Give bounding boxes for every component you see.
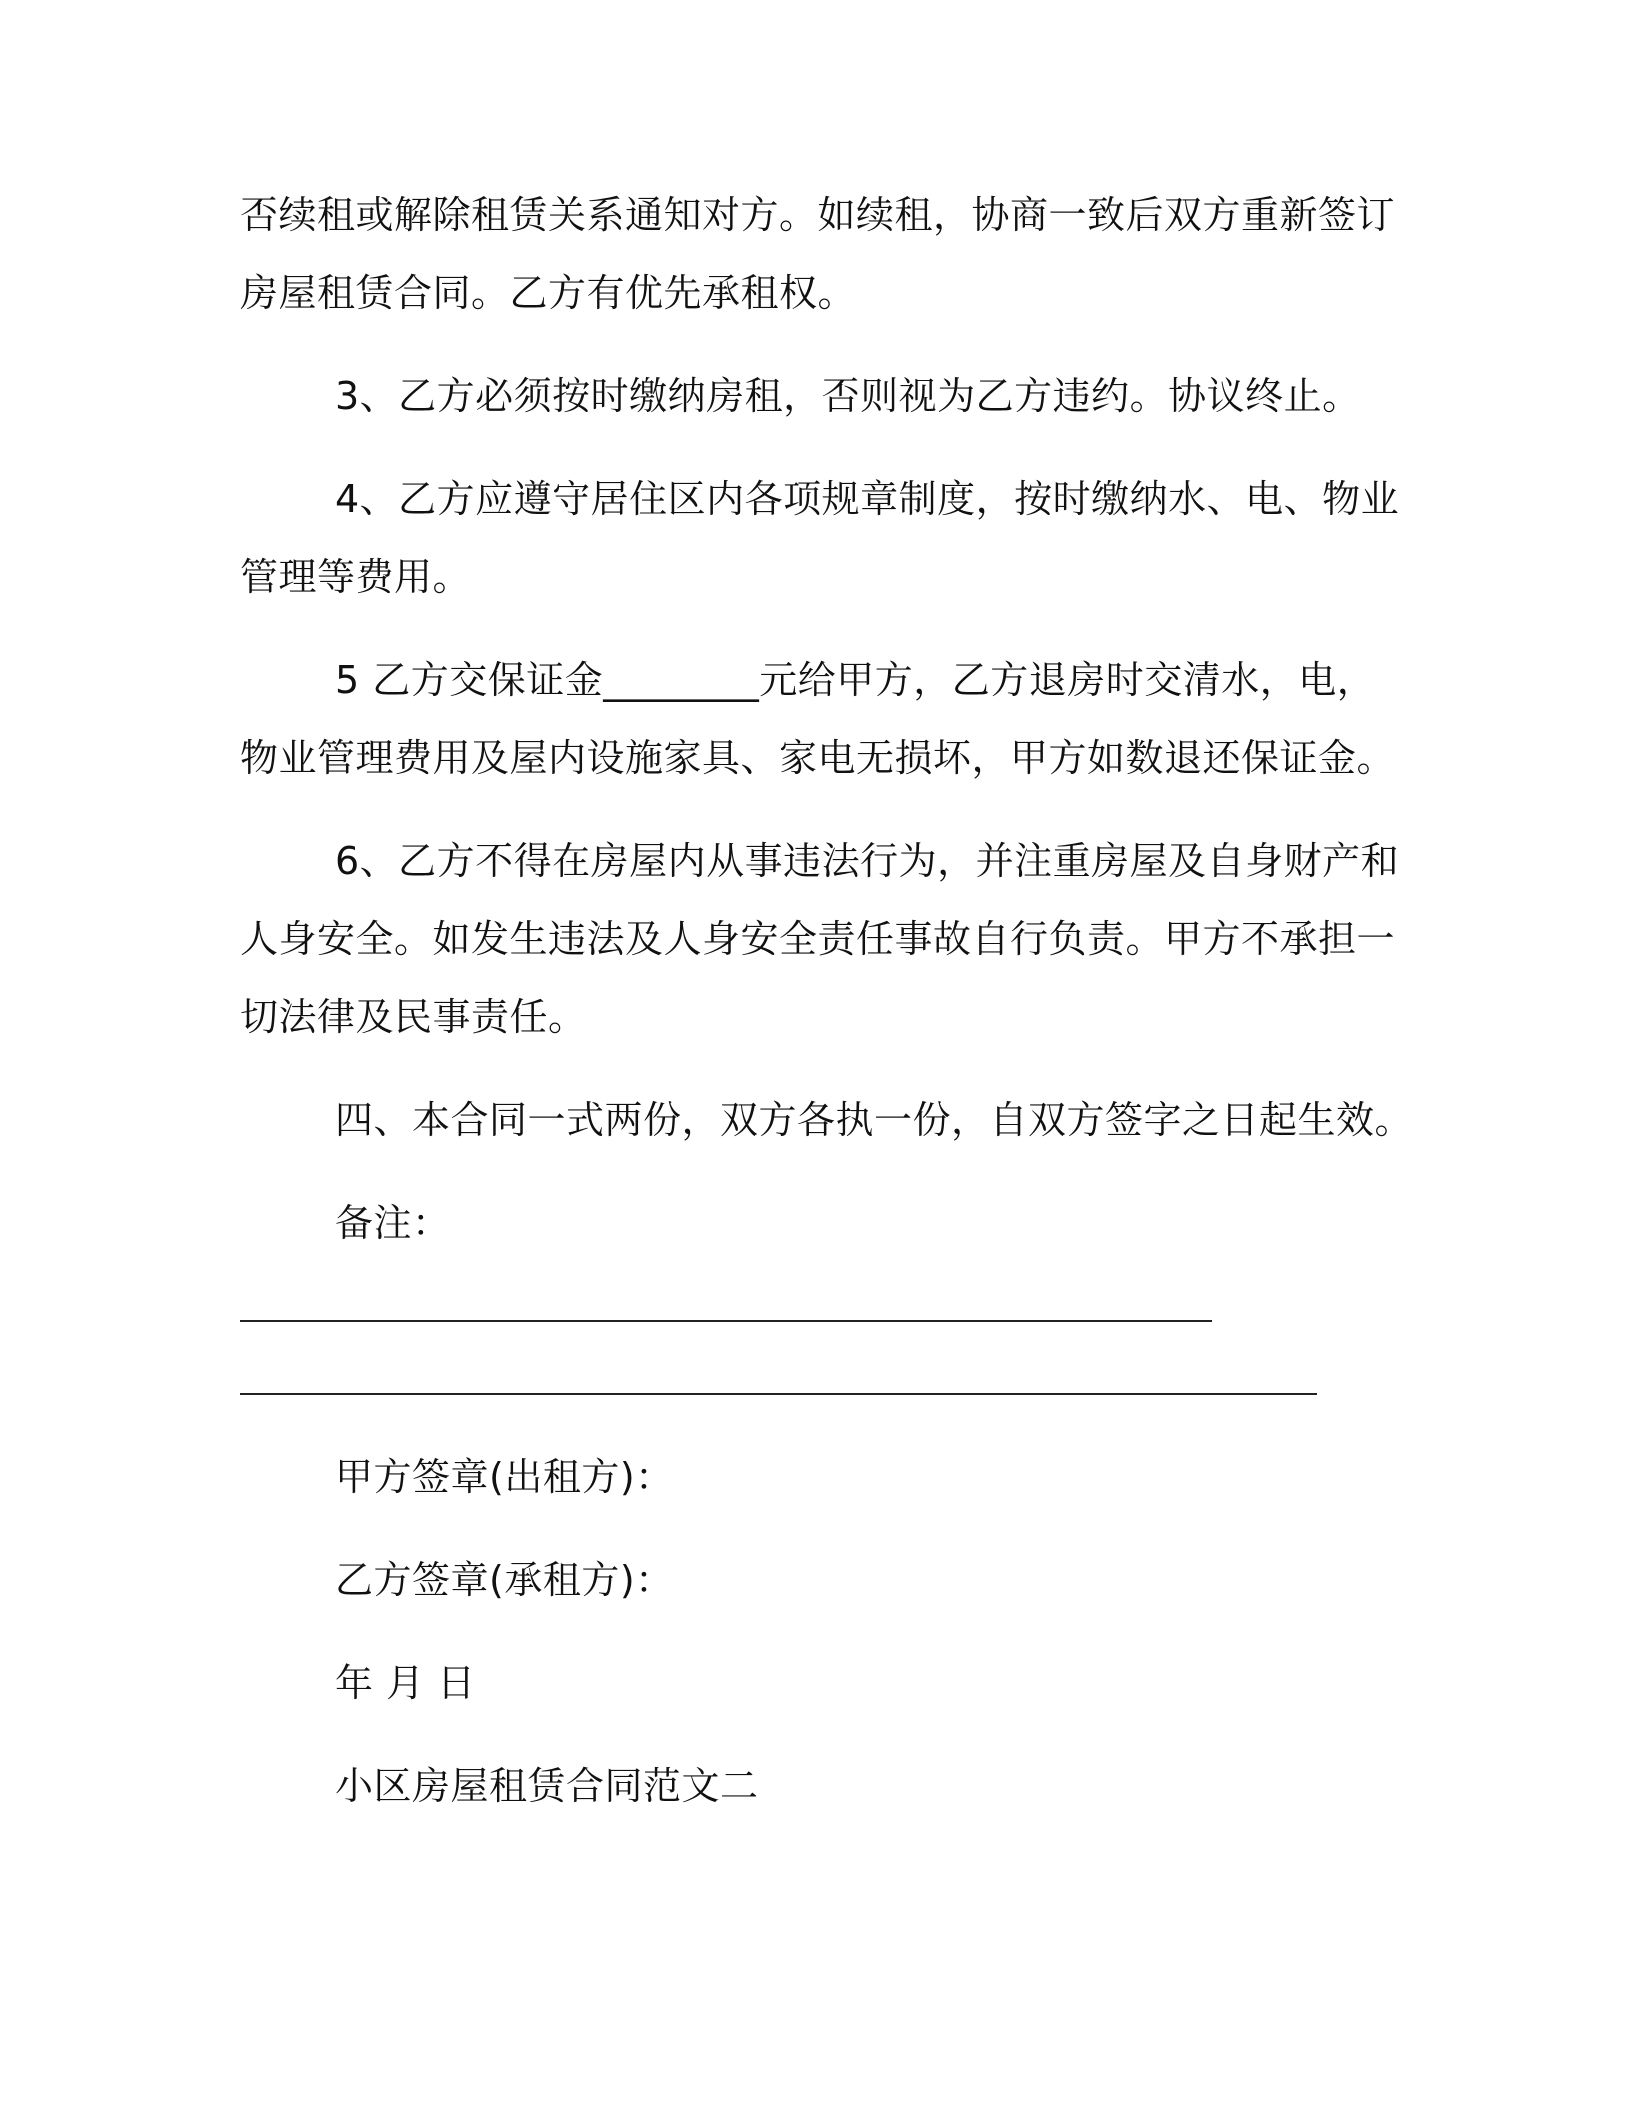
clause-4-line-2: 管理等费用。 bbox=[240, 555, 472, 599]
remarks-label: 备注： bbox=[335, 1201, 451, 1245]
next-section-title: 小区房屋租赁合同范文二 bbox=[335, 1764, 759, 1808]
clause-5-line-1: 5 乙方交保证金________元给甲方，乙方退房时交清水，电， bbox=[335, 658, 1376, 702]
clause-continuation-line-1: 否续租或解除租赁关系通知对方。如续租，协商一致后双方重新签订 bbox=[240, 193, 1396, 237]
clause-3: 3、乙方必须按时缴纳房租，否则视为乙方违约。协议终止。 bbox=[335, 374, 1361, 418]
remarks-blank-line-1 bbox=[240, 1320, 1212, 1322]
clause-6-line-3: 切法律及民事责任。 bbox=[240, 995, 587, 1039]
clause-4-line-1: 4、乙方应遵守居住区内各项规章制度，按时缴纳水、电、物业 bbox=[335, 477, 1400, 521]
clause-6-line-1: 6、乙方不得在房屋内从事违法行为，并注重房屋及自身财产和 bbox=[335, 839, 1400, 883]
party-b-signature-label: 乙方签章(承租方)： bbox=[335, 1558, 674, 1602]
party-a-signature-label: 甲方签章(出租方)： bbox=[335, 1455, 674, 1499]
date-label: 年 月 日 bbox=[335, 1661, 476, 1705]
section-4-effective-clause: 四、本合同一式两份，双方各执一份，自双方签字之日起生效。 bbox=[335, 1098, 1414, 1142]
clause-6-line-2: 人身安全。如发生违法及人身安全责任事故自行负责。甲方不承担一 bbox=[240, 917, 1396, 961]
clause-continuation-line-2: 房屋租赁合同。乙方有优先承租权。 bbox=[240, 271, 857, 315]
clause-5-line-2: 物业管理费用及屋内设施家具、家电无损坏，甲方如数退还保证金。 bbox=[240, 736, 1396, 780]
remarks-blank-line-2 bbox=[240, 1393, 1317, 1395]
